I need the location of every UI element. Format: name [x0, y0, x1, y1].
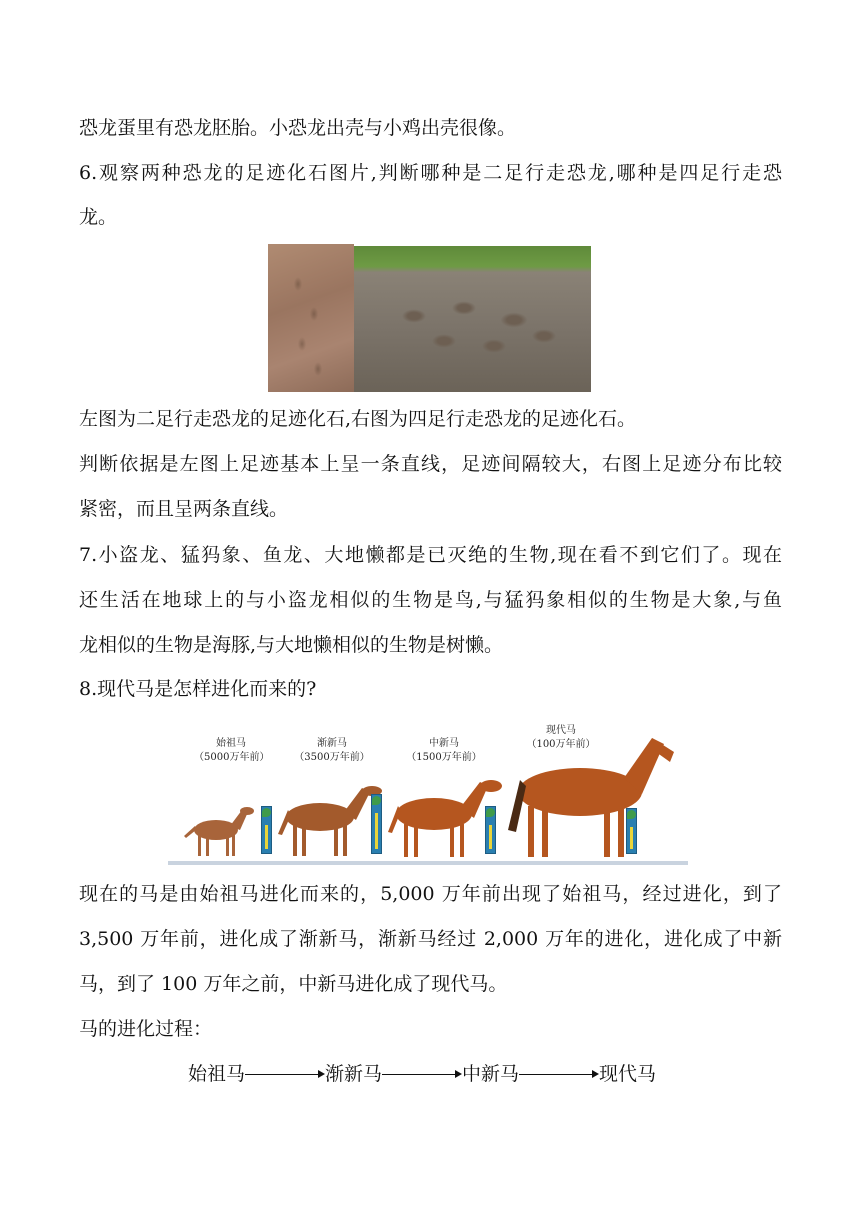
answer-6-line1: 左图为二足行走恐龙的足迹化石,右图为四足行走恐龙的足迹化石。 — [79, 408, 637, 430]
horse-label-name: 中新马 — [429, 738, 459, 749]
leaf-icon — [262, 808, 271, 817]
flow-step: 始祖马 — [188, 1063, 246, 1085]
leaf-icon — [627, 810, 636, 819]
horse-label-era: （5000万年前） — [194, 752, 270, 763]
horse-label-era: （1500万年前） — [406, 752, 482, 763]
flow-step: 中新马 — [462, 1063, 520, 1085]
right-arrow-icon — [382, 1062, 462, 1086]
question-7: 7.小盗龙、猛犸象、鱼龙、大地懒都是已灭绝的生物,现在看不到它们了。现在 — [79, 544, 782, 566]
leaf-icon — [372, 796, 381, 805]
mesohippus-horse — [278, 786, 382, 856]
equus-horse — [508, 738, 674, 857]
flow-step: 现代马 — [599, 1063, 657, 1085]
ground-line — [168, 861, 688, 865]
paragraph-text: 恐龙蛋里有恐龙胚胎。小恐龙出壳与小鸡出壳很像。 — [79, 117, 517, 139]
answer-6-line2: 判断依据是左图上足迹基本上呈一条直线，足迹间隔较大，右图上足迹分布比较 — [79, 453, 782, 475]
horse-label-name: 渐新马 — [317, 738, 347, 749]
horse-evolution-image — [168, 722, 688, 867]
horse-label-era: （3500万年前） — [294, 752, 370, 763]
quadrupedal-footprint-photo — [354, 246, 591, 392]
right-arrow-icon — [519, 1062, 599, 1086]
horse-label-name: 现代马 — [546, 725, 576, 736]
eohippus-horse — [184, 807, 254, 856]
bipedal-footprint-photo — [268, 244, 354, 392]
question-7-cont2: 龙相似的生物是海豚,与大地懒相似的生物是树懒。 — [79, 634, 504, 656]
flow-step: 渐新马 — [325, 1063, 383, 1085]
answer-6-line3: 紧密，而且呈两条直线。 — [79, 498, 289, 520]
question-6: 6.观察两种恐龙的足迹化石图片,判断哪种是二足行走恐龙,哪种是四足行走恐 — [79, 162, 782, 184]
answer-8-line3: 马，到了 100 万年之前，中新马进化成了现代马。 — [79, 973, 508, 995]
process-label: 马的进化过程： — [79, 1018, 213, 1040]
question-8: 8.现代马是怎样进化而来的? — [79, 678, 317, 700]
horses-illustration — [168, 722, 688, 867]
question-6-cont: 龙。 — [79, 206, 118, 228]
right-arrow-icon — [245, 1062, 325, 1086]
question-7-cont: 还生活在地球上的与小盗龙相似的生物是鸟,与猛犸象相似的生物是大象,与鱼 — [79, 589, 782, 611]
footprint-fossil-image — [268, 244, 591, 392]
answer-8-line1: 现在的马是由始祖马进化而来的，5,000 万年前出现了始祖马，经过进化，到了 — [79, 883, 782, 905]
horse-label-era: （100万年前） — [526, 739, 596, 750]
leaf-icon — [486, 808, 495, 817]
horse-label-name: 始祖马 — [216, 738, 246, 749]
answer-8-line2: 3,500 万年前，进化成了渐新马，渐新马经过 2,000 万年的进化，进化成了中新 — [79, 928, 782, 950]
evolution-flow — [188, 1062, 656, 1086]
